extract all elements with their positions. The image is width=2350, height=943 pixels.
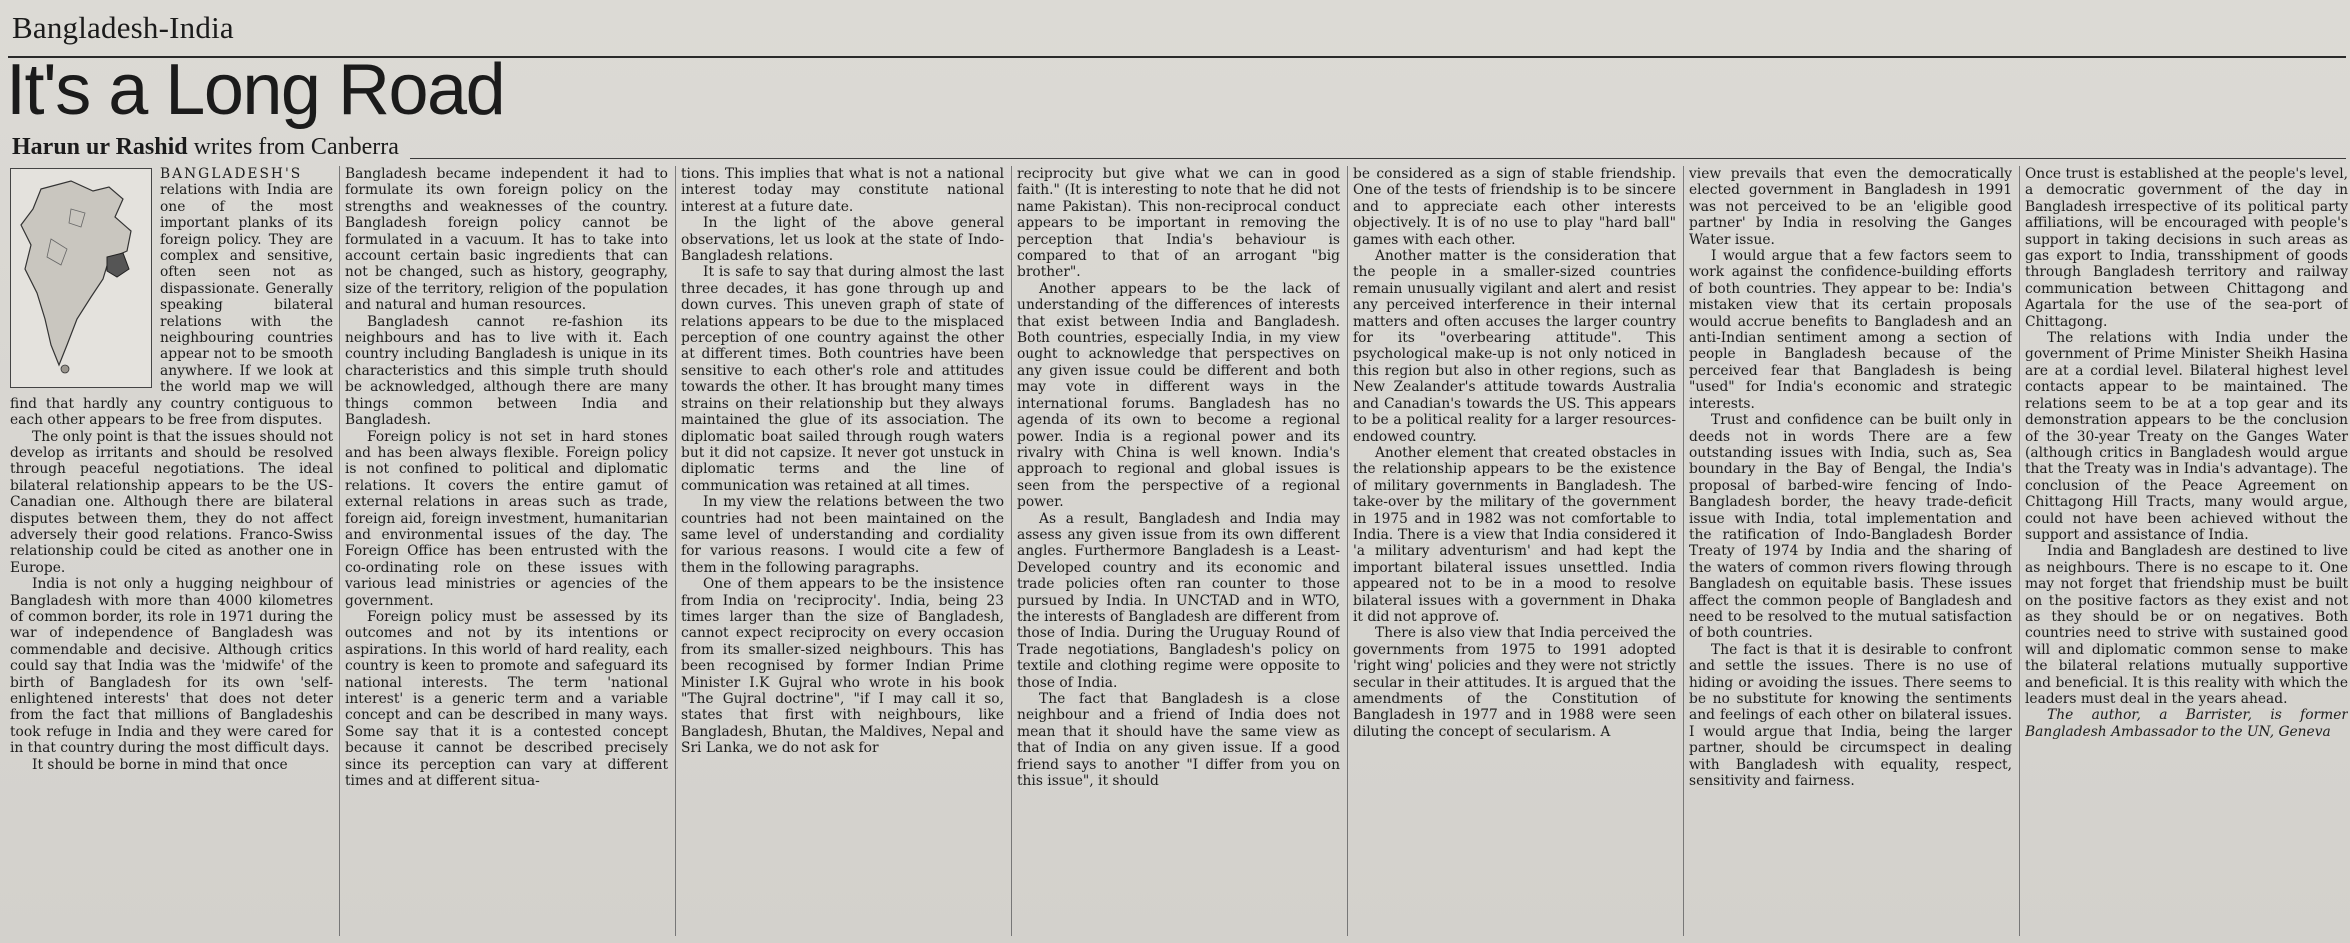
paragraph: It is safe to say that during almost the last three decades, it has gone through up and down curves. This uneven graph of state of relations appears to be due to the misplaced perception of one country against the other at different times. Both countries have been sensitive to each other's role and attitudes towards the other. It has brought many times strains on their relationship but they always maintained the glue of its association. The diplomatic boat sailed through rough waters but it did not capsize. It never got unstuck in diplomatic terms and the line of communication was retained at all times. (681, 264, 1004, 494)
paragraph: Bangladesh cannot re-fashion its neighbours and has to live with it. Each country including Bangladesh is unique in its characteristics and this simple truth should be acknowledged, although there are many things common between India and Bangladesh. (345, 313, 668, 429)
paragraph: be considered as a sign of stable friendship. One of the tests of friendship is to be sincere and to appreciate each other interests objectively. It is of no use to play "hard ball" games with each other. (1353, 166, 1676, 248)
lead-word: BANGLADESH'S (160, 166, 303, 182)
paragraph: The fact that Bangladesh is a close neighbour and a friend of India does not mean that it should have the same view as that of India on any given issue. If a good friend says to another "I differ from you on this issue", it should (1017, 691, 1340, 790)
paragraph: I would argue that a few factors seem to work against the confidence-building efforts of both countries. They appear to be: India's mistaken view that its certain proposals would accrue benefits to Bangladesh and an anti-Indian sentiment among a section of people in Bangladesh because of the perceived fear that Bangladesh is being "used" for India's economic and strategic interests. (1689, 248, 2012, 412)
section-label: Bangladesh-India (12, 10, 234, 45)
column-divider (339, 166, 340, 936)
paragraph: Foreign policy must be assessed by its outcomes and not by its intentions or aspirations. In this world of hard reality, each country is keen to promote and safeguard its national interests. The term 'national interest' is a generic term and a variable concept and can be described in many ways. Some say that it is a contested concept because it cannot be described precisely since its perception can vary at different times and at different situa- (345, 608, 668, 790)
headline: It's a Long Road (6, 50, 505, 130)
paragraph: India and Bangladesh are destined to live as neighbours. There is no escape to it. One may not forget that friendship must be built on the positive factors as they exist and not as they should be or on negatives. Both countries need to strive with sustained good will and diplomatic common sense to make the bilateral relations mutually supportive and beneficial. It is this reality with which the leaders must deal in the years ahead. (2025, 543, 2348, 707)
column-divider (2019, 166, 2020, 936)
paragraph: Another matter is the consideration that the people in a smaller-sized countries remain unusually vigilant and alert and resist any perceived interference in their internal matters and often accuses the larger country for its "overbearing attitude". This psychological make-up is not only noticed in this region but also in other regions, such as New Zealander's attitude towards Australia and Canadian's towards the US. This appears to be a political reality for a larger resources- endowed country. (1353, 248, 1676, 445)
byline-rule (410, 158, 2346, 159)
article-column-3 (681, 166, 1004, 938)
column-divider (675, 166, 676, 936)
author-note: The author, a Barrister, is former Bangladesh Ambassador to the UN, Geneva (2025, 707, 2348, 740)
paragraph: There is also view that India perceived the governments from 1975 to 1991 adopted 'right wing' policies and they were not strictly secular in their attitudes. It is argued that the amendments of the Constitution of Bangladesh in 1977 and in 1988 were seen diluting the concept of secularism. A (1353, 625, 1676, 740)
paragraph: view prevails that even the democratically elected government in Bangladesh in 1991 was not perceived to be an 'eligible good partner' by India in resolving the Ganges Water issue. (1689, 166, 2012, 248)
paragraph: The only point is that the issues should not develop as irritants and should be resolved through peaceful negotiations. The ideal bilateral relationship appears to be the US-Canadian one. Although there are bilateral disputes between them, they do not affect adversely their good relations. Franco-Swiss relationship could be cited as another one in Europe. (10, 428, 333, 576)
map-icon (10, 168, 152, 388)
paragraph-text: relations with India are one of the most important planks of its foreign policy. They are complex and sensitive, often seen not as dispassionate. Generally speaking bilateral relations with the neighbouring countries appear not to be smooth anywhere. If we look at the world map we will find that hardly any country contiguous to each other appears to be free from disputes. (10, 182, 333, 429)
paragraph: Another element that created obstacles in the relationship appears to be the existence of military governments in Bangladesh. The take-over by the military of the government in 1975 and in 1982 was not comfortable to India. There is a view that India considered it 'a military adventurism' and had kept the important bilateral issues unsettled. India appeared not to be in a mood to resolve bilateral issues with a government in Dhaka it did not approve of. (1353, 444, 1676, 625)
paragraph: In my view the relations between the two countries had not been maintained on the same level of understanding and cordiality for various reasons. I would cite a few of them in the following paragraphs. (681, 494, 1004, 576)
paragraph: India is not only a hugging neighbour of Bangladesh with more than 4000 kilometres of common border, its role in 1971 during the war of independence of Bangladesh was commendable and decisive. Although critics could say that India was the 'midwife' of the birth of Bangladesh for its own 'self-enlightened interests' that does not deter from the fact that millions of Bangladeshis took refuge in India and they were cared for in that country during the most difficult days. (10, 576, 333, 757)
author-name: Harun ur Rashid (12, 134, 188, 160)
byline (12, 134, 399, 161)
paragraph: Trust and confidence can be built only in deeds not in words There are a few outstanding issues with India, such as, Sea boundary in the Bay of Bengal, the India's proposal of barbed-wire fencing of Indo-Bangladesh border, the heavy trade-deficit issue with India, total implementation and the ratification of Indo-Bangladesh Border Treaty of 1974 by India and the sharing of the waters of common rivers flowing through Bangladesh on equitable basis. These issues affect the common people of Bangladesh and need to be resolved to the mutual satisfaction of both countries. (1689, 412, 2012, 642)
paragraph: Another appears to be the lack of understanding of the differences of interests that exist between India and Bangladesh. Both countries, especially India, in my view ought to acknowledge that perspectives on any given issue could be different and both may vote in different ways in the international forums. Bangladesh has no agenda of its own to become a regional power. India is a regional power and its rivalry with China is well known. India's approach to regional and global issues is seen from the perspective of a regional power. (1017, 280, 1340, 511)
article-column-5 (1353, 166, 1676, 938)
column-divider (1683, 166, 1684, 936)
article-column-4 (1017, 166, 1340, 938)
paragraph: reciprocity but give what we can in good faith." (It is interesting to note that he did not name Pakistan). This non-reciprocal conduct appears to be important in removing the perception that India's behaviour is compared to that of an arrogant "big brother". (1017, 166, 1340, 281)
paragraph: Bangladesh became independent it had to formulate its own foreign policy on the strengths and weaknesses of the country. Bangladesh foreign policy cannot be formulated in a vacuum. It has to take into account certain basic ingredients that can not be changed, such as history, geography, size of the territory, religion of the population and natural and human resources. (345, 166, 668, 314)
article-column-6 (1689, 166, 2012, 938)
paragraph: One of them appears to be the insistence from India on 'reciprocity'. India, being 23 times larger than the size of Bangladesh, cannot expect reciprocity on every occasion from its smaller-sized neighbours. This has been recognised by former Indian Prime Minister I.K Gujral who wrote in his book "The Gujral doctrine", "if I may call it so, states that first with neighbours, like Bangladesh, Bhutan, the Maldives, Nepal and Sri Lanka, we do not ask for (681, 576, 1004, 757)
paragraph: Once trust is established at the people's level, a democratic government of the day in Bangladesh irrespective of its political party affiliations, will be encouraged with people's support in taking decisions in such areas as gas export to India, transshipment of goods through Bangladesh territory and railway communication between Chittagong and Agartala for the use of the sea-port of Chittagong. (2025, 166, 2348, 330)
paragraph: Foreign policy is not set in hard stones and has been always flexible. Foreign policy is not confined to political and diplomatic relations. It covers the entire gamut of external relations in areas such as trade, foreign aid, foreign investment, humanitarian and environmental issues of the day. The Foreign Office has been entrusted with the co-ordinating role on these issues with various lead ministries or agencies of the government. (345, 428, 668, 609)
paragraph: In the light of the above general observations, let us look at the state of Indo-Bangladesh relations. (681, 215, 1004, 265)
column-divider (1347, 166, 1348, 936)
byline-suffix: writes from Canberra (193, 134, 399, 160)
paragraph: The fact is that it is desirable to confront and settle the issues. There is no use of hiding or avoiding the issues. There seems to be no substitute for knowing the sentiments and feelings of each other on bilateral issues. I would argue that India, being the larger partner, should be circumspect in dealing with Bangladesh with equality, respect, sensitivity and fairness. (1689, 641, 2012, 790)
paragraph: tions. This implies that what is not a national interest today may constitute national interest at a future date. (681, 166, 1004, 215)
paragraph: The relations with India under the government of Prime Minister Sheikh Hasina are at a cordial level. Bilateral highest level contacts appear to be maintained. The relations seem to be at a top gear and its demonstration appears to be the conclusion of the 30-year Treaty on the Ganges Water (although critics in Bangladesh would argue that the Treaty was in India's advantage). The conclusion of the Peace Agreement on Chittagong Hill Tracts, many would argue, could not have been achieved without the support and assistance of India. (2025, 330, 2348, 543)
paragraph: It should be borne in mind that once (32, 756, 288, 773)
map-illustration (11, 169, 151, 387)
paragraph: As a result, Bangladesh and India may assess any given issue from its own different angles. Furthermore Bangladesh is a Least-Developed country and its economic and trade policies often ran counter to those pursued by India. In UNCTAD and in WTO, the interests of Bangladesh are different from those of India. During the Uruguay Round of Trade negotiations, Bangladesh's policy on textile and clothing regime were opposite to those of India. (1017, 510, 1340, 691)
article-column-2 (345, 166, 668, 938)
column-divider (1011, 166, 1012, 936)
article-column-7 (2025, 166, 2348, 938)
article-column-1 (10, 166, 333, 938)
